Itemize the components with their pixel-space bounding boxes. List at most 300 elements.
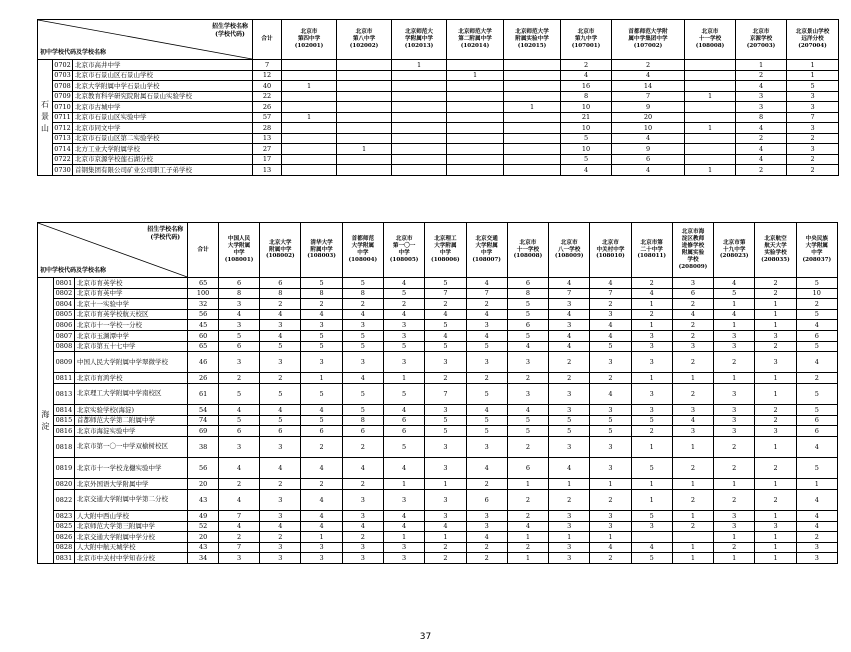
quota-cell: 3 bbox=[590, 309, 631, 320]
school-code: 0826 bbox=[53, 532, 74, 543]
quota-cell: 2 bbox=[301, 436, 342, 457]
quota-cell: 2 bbox=[425, 542, 466, 553]
quota-cell: 1 bbox=[755, 373, 796, 384]
quota-cell bbox=[337, 91, 392, 102]
quota-cell: 5 bbox=[631, 553, 672, 564]
quota-cell: 1 bbox=[672, 553, 713, 564]
column-header: 北京理工 大学附属 中学 (108006) bbox=[425, 223, 466, 278]
quota-cell: 2 bbox=[260, 373, 301, 384]
school-code: 0813 bbox=[53, 383, 74, 404]
table-row bbox=[38, 373, 838, 384]
quota-cell: 4 bbox=[736, 154, 787, 165]
quota-cell: 5 bbox=[631, 458, 672, 479]
quota-cell bbox=[504, 165, 561, 176]
quota-cell bbox=[337, 70, 392, 81]
quota-cell: 1 bbox=[383, 373, 424, 384]
quota-cell: 1 bbox=[631, 479, 672, 490]
quota-cell: 3 bbox=[301, 352, 342, 373]
quota-cell: 2 bbox=[755, 489, 796, 510]
quota-cell: 3 bbox=[549, 521, 590, 532]
quota-cell bbox=[282, 144, 337, 155]
quota-cell: 1 bbox=[755, 383, 796, 404]
quota-cell: 7 bbox=[425, 288, 466, 299]
admit-school-label: 招生学校名称 (学校代码) bbox=[212, 23, 249, 38]
quota-cell: 8 bbox=[218, 288, 259, 299]
quota-cell: 6 bbox=[218, 426, 259, 437]
quota-cell: 2 bbox=[672, 458, 713, 479]
quota-cell: 3 bbox=[549, 542, 590, 553]
school-name: 北京市育英学校 bbox=[75, 278, 188, 289]
quota-cell: 2 bbox=[755, 341, 796, 352]
column-header: 首都师范大学附 属中学集团中学 (107002) bbox=[612, 20, 685, 60]
quota-cell: 1 bbox=[590, 532, 631, 543]
quota-cell bbox=[282, 70, 337, 81]
quota-cell: 3 bbox=[631, 405, 672, 416]
quota-cell: 4 bbox=[714, 309, 755, 320]
quota-cell: 3 bbox=[631, 330, 672, 341]
quota-cell: 1 bbox=[631, 320, 672, 331]
quota-cell: 5 bbox=[218, 330, 259, 341]
quota-cell: 4 bbox=[672, 415, 713, 426]
quota-cell: 5 bbox=[425, 415, 466, 426]
school-name: 中国人民大学附属中学翠微学校 bbox=[75, 352, 188, 373]
quota-cell bbox=[337, 154, 392, 165]
quota-cell: 5 bbox=[342, 341, 383, 352]
quota-cell: 4 bbox=[736, 123, 787, 134]
quota-cell: 3 bbox=[260, 553, 301, 564]
table-row bbox=[38, 165, 839, 176]
quota-cell: 3 bbox=[507, 352, 548, 373]
school-name: 北京师范大学第三附属中学 bbox=[75, 521, 188, 532]
quota-cell: 3 bbox=[590, 352, 631, 373]
quota-cell: 4 bbox=[736, 81, 787, 92]
quota-cell: 3 bbox=[787, 102, 839, 113]
quota-cell bbox=[504, 112, 561, 123]
quota-cell: 3 bbox=[260, 352, 301, 373]
quota-cell: 2 bbox=[590, 489, 631, 510]
quota-cell: 1 bbox=[282, 81, 337, 92]
quota-cell: 5 bbox=[425, 341, 466, 352]
row-total: 20 bbox=[188, 479, 219, 490]
row-total: 45 bbox=[188, 320, 219, 331]
school-name: 北京市石景山区第二实验学校 bbox=[73, 133, 253, 144]
quota-cell: 1 bbox=[383, 479, 424, 490]
column-header: 北京市第 十九中学 (208023) bbox=[714, 223, 755, 278]
quota-cell: 1 bbox=[685, 123, 736, 134]
quota-cell: 1 bbox=[755, 553, 796, 564]
header-diagonal-cell bbox=[38, 20, 253, 60]
quota-cell: 4 bbox=[796, 511, 837, 522]
quota-cell: 2 bbox=[590, 553, 631, 564]
row-total: 17 bbox=[253, 154, 282, 165]
quota-cell: 3 bbox=[672, 278, 713, 289]
quota-cell: 3 bbox=[631, 341, 672, 352]
quota-cell: 2 bbox=[342, 479, 383, 490]
quota-cell: 7 bbox=[218, 542, 259, 553]
quota-cell bbox=[282, 60, 337, 71]
school-code: 0816 bbox=[53, 426, 74, 437]
quota-cell: 3 bbox=[301, 553, 342, 564]
quota-cell bbox=[504, 91, 561, 102]
middle-school-label: 初中学校代码及学校名称 bbox=[40, 266, 107, 274]
school-name: 北京交通大学附属中学分校 bbox=[75, 532, 188, 543]
row-total: 54 bbox=[188, 405, 219, 416]
quota-cell: 8 bbox=[736, 112, 787, 123]
quota-cell: 5 bbox=[549, 415, 590, 426]
quota-cell: 2 bbox=[631, 278, 672, 289]
table-row bbox=[38, 532, 838, 543]
school-name: 人大附中西山学校 bbox=[75, 511, 188, 522]
quota-cell: 1 bbox=[796, 479, 837, 490]
quota-cell: 3 bbox=[590, 511, 631, 522]
quota-cell: 4 bbox=[425, 521, 466, 532]
school-code: 0711 bbox=[54, 113, 71, 121]
quota-cell: 1 bbox=[714, 553, 755, 564]
quota-cell: 2 bbox=[466, 373, 507, 384]
quota-cell: 1 bbox=[631, 299, 672, 310]
quota-cell: 4 bbox=[796, 352, 837, 373]
quota-cell: 2 bbox=[561, 60, 612, 71]
quota-cell: 2 bbox=[549, 352, 590, 373]
table-row bbox=[38, 352, 838, 373]
admit-school-label: 招生学校名称 (学校代码) bbox=[147, 226, 184, 241]
quota-cell: 5 bbox=[260, 383, 301, 404]
quota-cell: 1 bbox=[425, 532, 466, 543]
school-name: 北京理工大学附属中学南校区 bbox=[75, 383, 188, 404]
row-total: 26 bbox=[253, 102, 282, 113]
quota-cell: 2 bbox=[301, 299, 342, 310]
table-row bbox=[38, 415, 838, 426]
school-name: 北京市石景山区石景山学校 bbox=[73, 70, 253, 81]
quota-cell: 4 bbox=[549, 330, 590, 341]
quota-cell: 7 bbox=[466, 288, 507, 299]
quota-cell: 5 bbox=[561, 133, 612, 144]
quota-cell: 7 bbox=[218, 511, 259, 522]
quota-cell: 4 bbox=[736, 144, 787, 155]
quota-cell: 1 bbox=[714, 479, 755, 490]
quota-cell: 3 bbox=[507, 383, 548, 404]
quota-cell: 3 bbox=[755, 330, 796, 341]
school-name: 北京市第五十七中学 bbox=[75, 341, 188, 352]
quota-cell: 4 bbox=[612, 165, 685, 176]
quota-cell: 3 bbox=[218, 320, 259, 331]
table-row bbox=[38, 278, 838, 289]
quota-cell: 5 bbox=[383, 288, 424, 299]
school-code: 0709 bbox=[54, 92, 71, 100]
quota-cell: 2 bbox=[549, 489, 590, 510]
quota-cell: 1 bbox=[504, 102, 561, 113]
row-total: 26 bbox=[188, 373, 219, 384]
quota-cell: 4 bbox=[714, 278, 755, 289]
district-label: 海 淀 bbox=[38, 278, 54, 564]
quota-cell: 4 bbox=[590, 542, 631, 553]
row-total: 13 bbox=[253, 165, 282, 176]
quota-cell: 4 bbox=[342, 373, 383, 384]
quota-cell: 2 bbox=[787, 165, 839, 176]
quota-cell: 3 bbox=[736, 91, 787, 102]
school-code: 0804 bbox=[53, 299, 74, 310]
table-row bbox=[38, 123, 839, 134]
quota-cell: 4 bbox=[631, 542, 672, 553]
quota-cell: 4 bbox=[260, 405, 301, 416]
quota-cell: 5 bbox=[507, 415, 548, 426]
school-code: 0703 bbox=[54, 71, 71, 79]
quota-cell: 3 bbox=[301, 320, 342, 331]
quota-cell: 3 bbox=[425, 405, 466, 416]
school-name: 北京市十一学校一分校 bbox=[75, 320, 188, 331]
school-code: 0818 bbox=[53, 436, 74, 457]
school-code: 0805 bbox=[53, 309, 74, 320]
quota-cell bbox=[672, 532, 713, 543]
quota-cell: 4 bbox=[590, 320, 631, 331]
quota-cell: 3 bbox=[342, 553, 383, 564]
quota-cell: 1 bbox=[447, 70, 504, 81]
table-row bbox=[38, 60, 839, 71]
quota-cell: 1 bbox=[755, 436, 796, 457]
quota-cell bbox=[337, 112, 392, 123]
quota-cell bbox=[447, 133, 504, 144]
school-code: 0820 bbox=[53, 479, 74, 490]
quota-cell: 1 bbox=[714, 532, 755, 543]
quota-cell: 4 bbox=[342, 458, 383, 479]
quota-cell: 3 bbox=[549, 436, 590, 457]
quota-cell: 6 bbox=[466, 489, 507, 510]
row-total: 46 bbox=[188, 352, 219, 373]
school-name: 北京市同文中学 bbox=[73, 123, 253, 134]
quota-cell: 4 bbox=[260, 458, 301, 479]
quota-cell: 4 bbox=[549, 458, 590, 479]
table-row bbox=[38, 553, 838, 564]
row-total: 38 bbox=[188, 436, 219, 457]
quota-cell: 4 bbox=[383, 521, 424, 532]
quota-cell: 5 bbox=[796, 278, 837, 289]
quota-cell: 3 bbox=[672, 426, 713, 437]
quota-cell: 2 bbox=[301, 479, 342, 490]
quota-cell: 4 bbox=[612, 133, 685, 144]
quota-cell: 1 bbox=[672, 479, 713, 490]
school-name: 北京市高井中学 bbox=[73, 60, 253, 71]
column-header: 北京市 第四中学 (102001) bbox=[282, 20, 337, 60]
quota-cell: 4 bbox=[301, 511, 342, 522]
school-name: 北京实验学校(海淀) bbox=[75, 405, 188, 416]
quota-cell: 6 bbox=[342, 426, 383, 437]
quota-cell bbox=[447, 91, 504, 102]
quota-cell: 5 bbox=[796, 341, 837, 352]
quota-cell: 5 bbox=[301, 330, 342, 341]
quota-cell: 5 bbox=[301, 415, 342, 426]
school-code: 0712 bbox=[54, 123, 71, 132]
quota-cell bbox=[447, 102, 504, 113]
quota-cell: 4 bbox=[301, 489, 342, 510]
quota-cell: 2 bbox=[736, 133, 787, 144]
quota-cell: 6 bbox=[796, 415, 837, 426]
quota-cell: 4 bbox=[383, 511, 424, 522]
school-code: 0714 bbox=[54, 144, 71, 153]
quota-cell: 6 bbox=[383, 415, 424, 426]
school-code: 0710 bbox=[54, 102, 71, 111]
page-number: 37 bbox=[419, 632, 432, 642]
quota-cell bbox=[685, 60, 736, 71]
table-row bbox=[38, 479, 838, 490]
quota-cell: 5 bbox=[590, 415, 631, 426]
quota-cell: 2 bbox=[714, 489, 755, 510]
school-name: 北京市京源学校莲石湖分校 bbox=[73, 154, 253, 165]
school-name: 北京市玉渊潭中学 bbox=[75, 330, 188, 341]
district-label: 石 景 山 bbox=[38, 60, 53, 176]
quota-cell: 2 bbox=[590, 373, 631, 384]
school-code: 0730 bbox=[54, 165, 71, 174]
quota-cell: 5 bbox=[342, 405, 383, 416]
quota-cell: 4 bbox=[549, 278, 590, 289]
column-header: 中国人民 大学附属 中学 (108001) bbox=[218, 223, 259, 278]
quota-cell: 5 bbox=[466, 426, 507, 437]
quota-cell: 3 bbox=[590, 521, 631, 532]
quota-cell: 2 bbox=[672, 521, 713, 532]
school-code: 0809 bbox=[53, 352, 74, 373]
quota-cell: 3 bbox=[466, 521, 507, 532]
column-header: 北京市 京源学校 (207003) bbox=[736, 20, 787, 60]
quota-cell bbox=[504, 144, 561, 155]
quota-cell: 4 bbox=[218, 458, 259, 479]
quota-cell: 6 bbox=[612, 154, 685, 165]
column-header: 北京景山学校 远洋分校 (207004) bbox=[787, 20, 839, 60]
quota-cell: 2 bbox=[218, 479, 259, 490]
quota-cell: 10 bbox=[561, 102, 612, 113]
school-name: 人大附中航天城学校 bbox=[75, 542, 188, 553]
quota-cell: 2 bbox=[507, 436, 548, 457]
quota-cell: 2 bbox=[549, 373, 590, 384]
quota-cell: 2 bbox=[672, 320, 713, 331]
row-total: 57 bbox=[253, 112, 282, 123]
column-header: 北京市 第一〇一 中学 (108005) bbox=[383, 223, 424, 278]
quota-cell: 3 bbox=[736, 102, 787, 113]
school-code: 0811 bbox=[53, 373, 74, 384]
column-header: 北京市第 二十中学 (108011) bbox=[631, 223, 672, 278]
quota-cell: 3 bbox=[342, 542, 383, 553]
quota-cell: 3 bbox=[218, 299, 259, 310]
quota-cell: 1 bbox=[672, 542, 713, 553]
table-row bbox=[38, 70, 839, 81]
quota-cell: 5 bbox=[342, 278, 383, 289]
quota-cell: 5 bbox=[260, 341, 301, 352]
quota-cell: 2 bbox=[631, 309, 672, 320]
quota-cell: 3 bbox=[383, 553, 424, 564]
school-code: 0801 bbox=[53, 278, 74, 289]
quota-cell: 1 bbox=[337, 144, 392, 155]
quota-cell: 2 bbox=[755, 405, 796, 416]
quota-cell: 1 bbox=[631, 436, 672, 457]
quota-cell bbox=[447, 165, 504, 176]
quota-cell: 3 bbox=[796, 553, 837, 564]
quota-cell: 5 bbox=[260, 415, 301, 426]
quota-cell: 6 bbox=[796, 426, 837, 437]
quota-cell: 3 bbox=[549, 320, 590, 331]
row-total: 65 bbox=[188, 341, 219, 352]
quota-cell: 5 bbox=[507, 330, 548, 341]
quota-cell: 4 bbox=[218, 309, 259, 320]
school-name: 北京大学附属中学石景山学校 bbox=[73, 81, 253, 92]
quota-cell: 2 bbox=[755, 458, 796, 479]
quota-cell: 3 bbox=[549, 553, 590, 564]
quota-cell: 7 bbox=[787, 112, 839, 123]
quota-cell: 3 bbox=[301, 542, 342, 553]
quota-cell: 3 bbox=[466, 436, 507, 457]
school-code: 0825 bbox=[53, 521, 74, 532]
school-code: 0815 bbox=[53, 415, 74, 426]
row-total: 7 bbox=[253, 60, 282, 71]
quota-cell: 1 bbox=[507, 479, 548, 490]
quota-cell: 4 bbox=[590, 330, 631, 341]
quota-cell: 5 bbox=[425, 320, 466, 331]
quota-cell: 4 bbox=[425, 309, 466, 320]
total-header: 合计 bbox=[253, 20, 282, 60]
quota-cell: 4 bbox=[383, 309, 424, 320]
quota-cell: 4 bbox=[466, 330, 507, 341]
table-row bbox=[38, 299, 838, 310]
column-header: 北京市海 淀区教师 进修学校 附属实验 学校 (208009) bbox=[672, 223, 713, 278]
quota-cell bbox=[631, 532, 672, 543]
table-row bbox=[38, 330, 838, 341]
quota-cell: 9 bbox=[612, 144, 685, 155]
school-name: 北京市石景山区实验中学 bbox=[73, 112, 253, 123]
quota-cell: 4 bbox=[549, 341, 590, 352]
quota-cell: 3 bbox=[260, 542, 301, 553]
quota-cell: 7 bbox=[425, 383, 466, 404]
quota-cell: 20 bbox=[612, 112, 685, 123]
column-header: 北京大学 附属中学 (108002) bbox=[260, 223, 301, 278]
quota-cell: 1 bbox=[755, 309, 796, 320]
quota-cell: 5 bbox=[796, 405, 837, 416]
quota-cell: 5 bbox=[301, 383, 342, 404]
column-header: 北京市 第八中学 (102002) bbox=[337, 20, 392, 60]
quota-cell bbox=[504, 123, 561, 134]
row-total: 27 bbox=[253, 144, 282, 155]
quota-cell: 1 bbox=[755, 320, 796, 331]
quota-cell: 1 bbox=[631, 373, 672, 384]
quota-cell: 1 bbox=[392, 60, 447, 71]
quota-cell: 5 bbox=[590, 341, 631, 352]
column-header: 北京师范大学 附属实验中学 (102015) bbox=[504, 20, 561, 60]
quota-cell: 5 bbox=[383, 436, 424, 457]
quota-cell: 8 bbox=[342, 288, 383, 299]
quota-cell: 3 bbox=[383, 330, 424, 341]
school-name: 首都师范大学第二附属中学 bbox=[75, 415, 188, 426]
quota-cell bbox=[447, 154, 504, 165]
quota-cell bbox=[282, 154, 337, 165]
quota-cell: 4 bbox=[796, 320, 837, 331]
school-name: 北京市育鸿学校 bbox=[75, 373, 188, 384]
quota-cell: 3 bbox=[631, 352, 672, 373]
school-code: 0802 bbox=[53, 288, 74, 299]
quota-cell: 5 bbox=[218, 383, 259, 404]
quota-cell: 2 bbox=[755, 415, 796, 426]
quota-cell: 4 bbox=[301, 458, 342, 479]
quota-cell: 3 bbox=[425, 352, 466, 373]
quota-cell: 16 bbox=[561, 81, 612, 92]
quota-cell: 3 bbox=[590, 436, 631, 457]
row-total: 69 bbox=[188, 426, 219, 437]
quota-cell: 5 bbox=[796, 458, 837, 479]
quota-cell: 3 bbox=[755, 521, 796, 532]
quota-cell: 4 bbox=[425, 330, 466, 341]
quota-cell bbox=[504, 70, 561, 81]
row-total: 22 bbox=[253, 91, 282, 102]
quota-cell bbox=[447, 60, 504, 71]
row-total: 56 bbox=[188, 458, 219, 479]
quota-cell: 4 bbox=[342, 309, 383, 320]
quota-cell: 2 bbox=[218, 373, 259, 384]
quota-cell: 3 bbox=[342, 320, 383, 331]
